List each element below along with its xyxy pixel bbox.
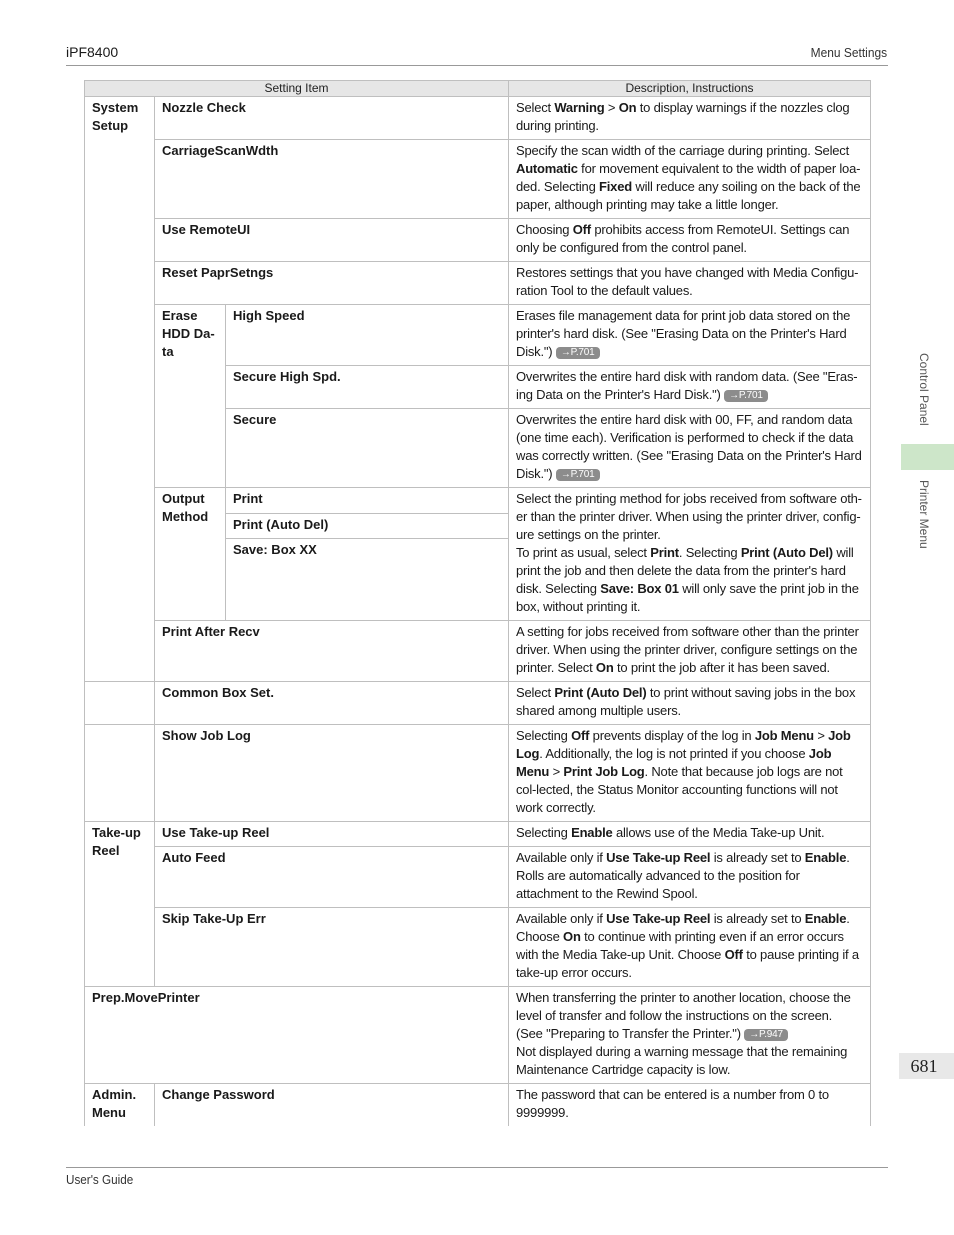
setting-common-box: Common Box Set. (155, 682, 509, 725)
desc-output-method: Select the printing method for jobs received from software oth-er than the printer driver. When using the printer driver, config-ure settings on the printer. To print as usual, select Print. Selecting Print (Auto Del) will print the job and then delete the data from the printer's hard disk. Selecting Save: Box 01 will only save the print job in the box, without printing it. (509, 488, 871, 621)
setting-print-auto-del: Print (Auto Del) (226, 513, 509, 539)
desc-prep-move: When transferring the printer to another location, choose the level of transfer and follow the instructions on the screen. (See "Preparing to Transfer the Printer.") →P.947 Not displayed during a warning message that the remaining Maintenance Cartridge capacity is low. (509, 987, 871, 1084)
desc-print-after-recv: A setting for jobs received from software other than the printer driver. When using the printer driver, configure settings on the printer. Select On to print the job after it has been saved. (509, 621, 871, 682)
header-description: Description, Instructions (509, 81, 871, 97)
header-divider (66, 65, 888, 66)
desc-secure-high: Overwrites the entire hard disk with random data. (See "Eras-ing Data on the Printer's Hard Disk.") →P.701 (509, 366, 871, 409)
table-row (85, 725, 871, 822)
group-system-setup: System Setup (85, 97, 155, 682)
setting-carriage-scan: CarriageScanWdth (155, 140, 509, 219)
page-ref-link[interactable]: →P.701 (556, 347, 600, 359)
setting-nozzle-check: Nozzle Check (155, 97, 509, 140)
desc-nozzle-check: Select Warning > On to display warnings if the nozzles clog during printing. (509, 97, 871, 140)
setting-change-password: Change Password (155, 1084, 509, 1127)
table-row (85, 305, 871, 366)
side-tab-printer-menu[interactable]: Printer Menu (917, 480, 931, 549)
side-tab-control-panel[interactable]: Control Panel (917, 353, 931, 426)
setting-use-remoteui: Use RemoteUI (155, 219, 509, 262)
table-row (85, 219, 871, 262)
setting-secure: Secure (226, 409, 509, 488)
table-header-row (85, 81, 871, 97)
setting-prep-move: Prep.MovePrinter (85, 987, 509, 1084)
page-ref-link[interactable]: →P.947 (744, 1029, 788, 1041)
table-row (85, 488, 871, 514)
desc-reset-papr: Restores settings that you have changed with Media Configu-ration Tool to the default values. (509, 262, 871, 305)
header-setting-item: Setting Item (85, 81, 509, 97)
setting-erase-hdd: Erase HDD Da-ta (155, 305, 226, 488)
section-title: Menu Settings (810, 45, 887, 60)
setting-use-takeup: Use Take-up Reel (155, 822, 509, 847)
setting-print-after-recv: Print After Recv (155, 621, 509, 682)
settings-table (84, 80, 871, 1126)
desc-secure: Overwrites the entire hard disk with 00, FF, and random data (one time each). Verification is performed to check if the data was correctly written. (See "Erasing Data on the Printer's Hard Disk.") →P.701 (509, 409, 871, 488)
desc-auto-feed: Available only if Use Take-up Reel is already set to Enable. Rolls are automatically advanced to the position for attachment to the Rewind Spool. (509, 847, 871, 908)
desc-carriage-scan: Specify the scan width of the carriage during printing. Select Automatic for movement equivalent to the width of paper loa-ded. Selecting Fixed will reduce any soiling on the back of the paper, although printing may take a little longer. (509, 140, 871, 219)
table-row (85, 682, 871, 725)
setting-high-speed: High Speed (226, 305, 509, 366)
table-row (85, 621, 871, 682)
setting-show-job-log: Show Job Log (155, 725, 509, 822)
table-row (85, 987, 871, 1084)
setting-save-box: Save: Box XX (226, 539, 509, 621)
page-ref-link[interactable]: →P.701 (556, 469, 600, 481)
footer-guide-title: User's Guide (66, 1172, 134, 1187)
desc-skip-takeup: Available only if Use Take-up Reel is already set to Enable. Choose On to continue with printing even if an error occurs with the Media Take-up Unit. Choose Off to pause printing if a take-up error occurs. (509, 908, 871, 987)
desc-change-password: The password that can be entered is a number from 0 to 9999999. (509, 1084, 871, 1127)
desc-common-box: Select Print (Auto Del) to print without saving jobs in the box shared among multiple users. (509, 682, 871, 725)
table-row (85, 262, 871, 305)
table-row (85, 822, 871, 847)
table-row (85, 908, 871, 987)
table-row (85, 847, 871, 908)
desc-high-speed: Erases file management data for print job data stored on the printer's hard disk. (See "Erasing Data on the Printer's Hard Disk.") →P.701 (509, 305, 871, 366)
setting-output-method: Output Method (155, 488, 226, 621)
product-name: iPF8400 (66, 44, 119, 60)
table-row (85, 140, 871, 219)
setting-reset-papr: Reset PaprSetngs (155, 262, 509, 305)
side-tab-highlight (901, 444, 954, 470)
desc-show-job-log: Selecting Off prevents display of the log in Job Menu > Job Log. Additionally, the log is not printed if you choose Job Menu > Print Job Log. Note that because job logs are not col-lected, the Status Monitor accounting functions will not work correctly. (509, 725, 871, 822)
setting-auto-feed: Auto Feed (155, 847, 509, 908)
desc-use-remoteui: Choosing Off prohibits access from RemoteUI. Settings can only be configured from the control panel. (509, 219, 871, 262)
desc-use-takeup: Selecting Enable allows use of the Media Take-up Unit. (509, 822, 871, 847)
group-admin-menu: Admin. Menu (85, 1084, 155, 1127)
group-takeup-reel: Take-up Reel (85, 822, 155, 987)
group-system-setup-cont (85, 682, 155, 725)
footer-divider (66, 1167, 888, 1168)
setting-print: Print (226, 488, 509, 514)
page-ref-link[interactable]: →P.701 (724, 390, 768, 402)
group-system-setup-cont (85, 725, 155, 822)
table-row (85, 97, 871, 140)
setting-secure-high: Secure High Spd. (226, 366, 509, 409)
table-row (85, 1084, 871, 1127)
setting-skip-takeup: Skip Take-Up Err (155, 908, 509, 987)
page-number: 681 (910, 1056, 938, 1076)
